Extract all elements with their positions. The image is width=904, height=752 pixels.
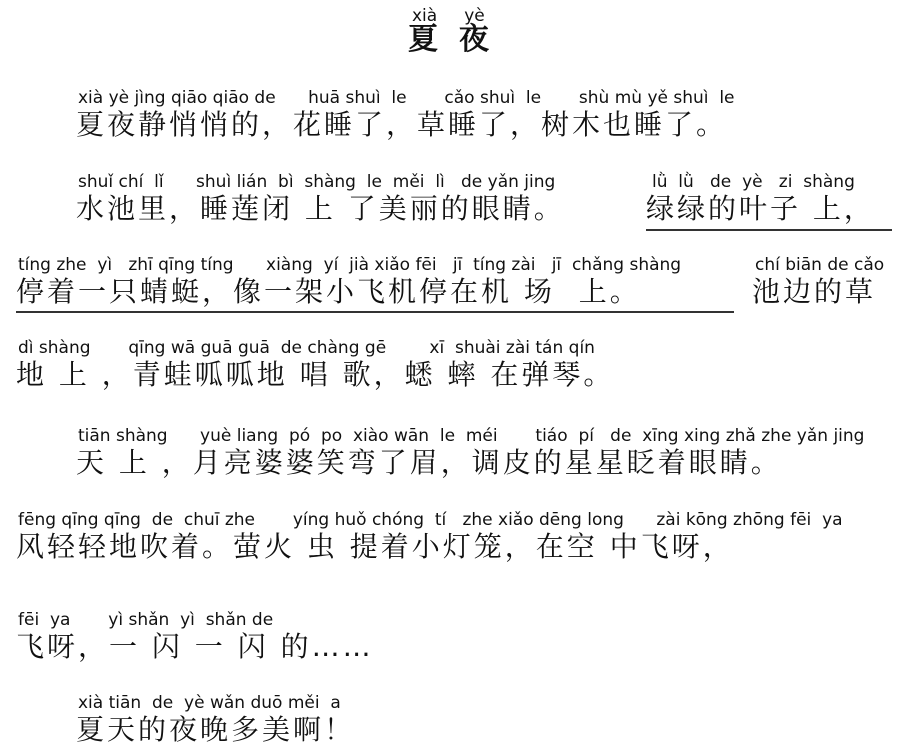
- pinyin-line: chí biān de cǎo: [755, 255, 885, 275]
- title-pinyin: xià yè: [412, 6, 485, 26]
- highlight-underline: [646, 229, 892, 231]
- text-line: 水池里，睡莲闭 上 了美丽的眼睛。: [76, 192, 565, 225]
- pinyin-line: xià yè jìng qiāo qiāo de huā shuì le cǎo shuì le shù mù yě shuì le: [78, 88, 735, 108]
- page-title: 夏 夜: [408, 22, 489, 57]
- pinyin-line: tíng zhe yì zhī qīng tíng xiàng yí jià xiǎo fēi jī tíng zài jī chǎng shàng: [18, 255, 682, 275]
- text-line: 风轻轻地吹着。萤火 虫 提着小灯笼，在空 中飞呀，: [16, 530, 734, 563]
- pinyin-line: tiān shàng yuè liang pó po xiào wān le méi tiáo pí de xīng xing zhǎ zhe yǎn jing: [78, 426, 865, 446]
- pinyin-line: xià tiān de yè wǎn duō měi a: [78, 693, 341, 713]
- highlighted-text: 停着一只蜻蜓，像一架小飞机停在机 场 上。: [16, 275, 641, 308]
- pinyin-line: fēi ya yì shǎn yì shǎn de: [18, 610, 274, 630]
- text-line: 夏天的夜晚多美啊！: [76, 713, 356, 746]
- pinyin-line: fēng qīng qīng de chuī zhe yíng huǒ chóng tí zhe xiǎo dēng long zài kōng zhōng fēi ya: [18, 510, 843, 530]
- text-line: 天 上 ，月亮婆婆笑弯了眉，调皮的星星眨着眼睛。: [76, 446, 782, 479]
- pinyin-line: dì shàng qīng wā guā guā de chàng gē xī shuài zài tán qín: [18, 338, 595, 358]
- text-line: 飞呀，一 闪 一 闪 的……: [16, 630, 374, 663]
- highlighted-text: 绿绿的叶子 上，: [646, 192, 875, 225]
- highlight-underline: [16, 311, 734, 313]
- text-line: 地 上 ，青蛙呱呱地 唱 歌，蟋 蟀 在弹琴。: [16, 358, 615, 391]
- pinyin-line: lǜ lǜ de yè zi shàng: [652, 172, 855, 192]
- text-line: 夏夜静悄悄的，花睡了，草睡了，树木也睡了。: [76, 108, 728, 141]
- pinyin-line: shuǐ chí lǐ shuì lián bì shàng le měi lì de yǎn jing: [78, 172, 556, 192]
- text-line: 池边的草: [752, 275, 877, 308]
